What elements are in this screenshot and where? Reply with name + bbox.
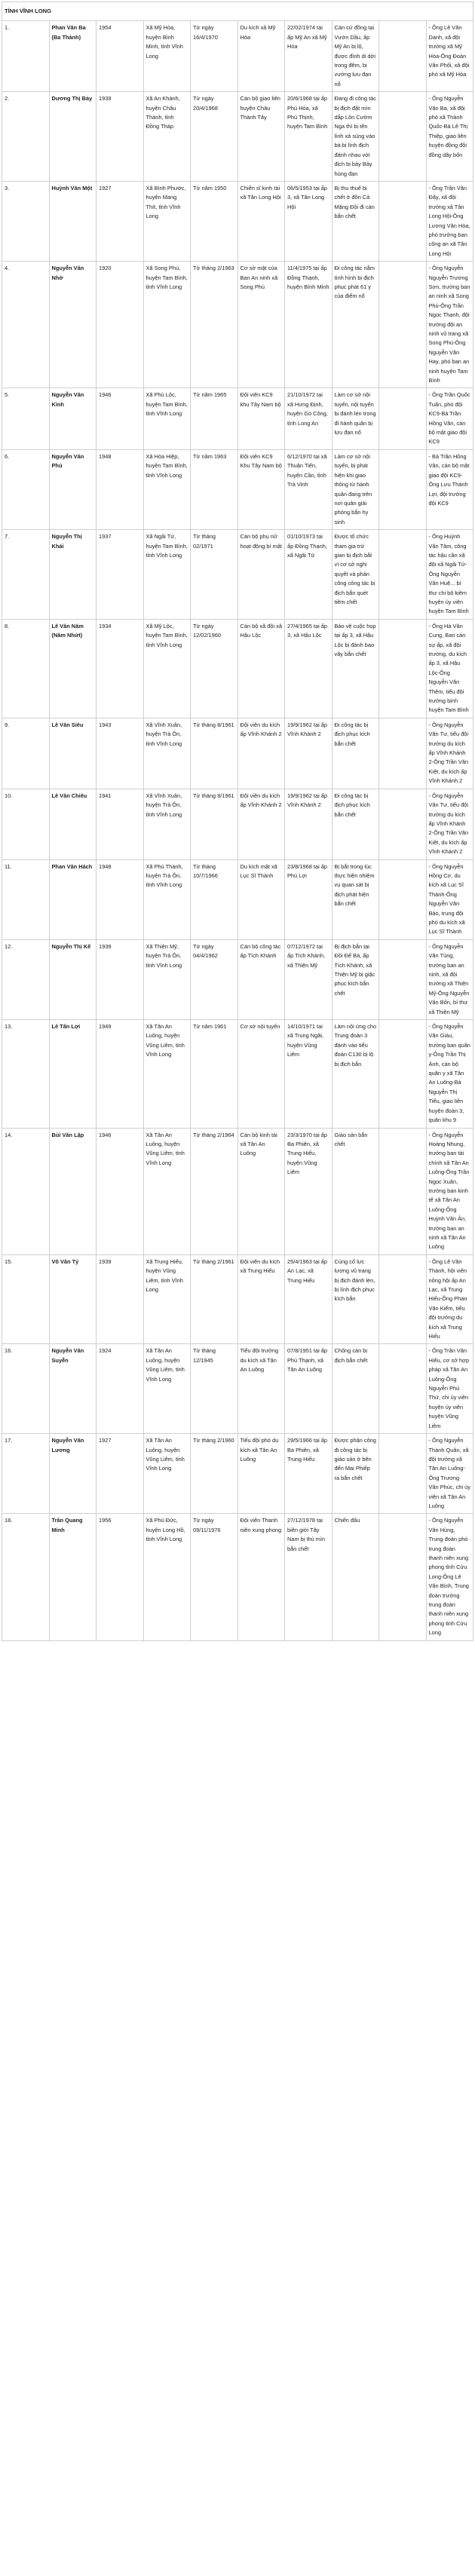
birth-year-cell: 1954 xyxy=(97,21,144,92)
joined-date-cell: Từ ngày 20/4/1968 xyxy=(191,92,238,182)
table-row xyxy=(2,21,473,92)
hometown-cell: Xã Bình Phước, huyện Mang Thít, tỉnh Vĩnh Long xyxy=(143,181,191,261)
witnesses-cell: - Ông Nguyễn Văn Giáu, trưởng ban quân y-Ông Trần Thị Ánh, cán bộ quân y xã Tân An Luông-Bà Nguyễn Thị Tiểu, giao liên huyện đoàn 3, quân khu 9 xyxy=(426,1020,473,1128)
sacrifice-date-place-cell: 22/02/1974 tại ấp Mỹ An xã Mỹ Hòa xyxy=(285,21,332,92)
table-row xyxy=(2,449,473,529)
martyr-name-cell: Lê Văn Chiêu xyxy=(49,789,97,859)
row-number-cell: 18. xyxy=(2,1514,50,1640)
martyr-name-cell: Phan Văn Ba (Ba Thành) xyxy=(49,21,97,92)
sacrifice-date-place-cell: 20/6/1968 tại ấp Phú Hòa, xã Phú Thịnh, huyện Tam Bình xyxy=(285,92,332,182)
burial-info-cell xyxy=(379,1020,427,1128)
sacrifice-date-place-cell: 11/4/1975 tại ấp Đồng Thạnh, huyện Bình Minh xyxy=(285,262,332,388)
circumstances-cell: Giáo sản bắn chết xyxy=(332,1128,379,1254)
hometown-cell: Xã Phú Đức, huyện Long Hồ, tỉnh Vĩnh Long xyxy=(143,1514,191,1640)
martyr-name-cell: Nguyễn Văn Lương xyxy=(49,1434,97,1514)
row-number-cell: 6. xyxy=(2,449,50,529)
joined-date-cell: Từ tháng 8/1961 xyxy=(191,718,238,789)
burial-info-cell xyxy=(379,789,427,859)
table-row xyxy=(2,181,473,261)
hometown-cell: Xã Mỹ Hòa, huyện Bình Minh, tỉnh Vĩnh Long xyxy=(143,21,191,92)
circumstances-cell: Củng cố lực lượng vũ trang bị địch đánh lén, bị lính địch phục kích bắn xyxy=(332,1254,379,1344)
joined-date-cell: Từ tháng 10/7/1966 xyxy=(191,859,238,939)
witnesses-cell: - Ông Trần Quốc Tuấn, phó đội KC9-Bà Trần Hồng Vân, cán bộ mật giao đội KC9 xyxy=(426,388,473,449)
burial-info-cell xyxy=(379,1254,427,1344)
birth-year-cell: 1927 xyxy=(97,181,144,261)
sacrifice-date-place-cell: 19/9/1962 tại ấp Vĩnh Khánh 2 xyxy=(285,718,332,789)
burial-info-cell xyxy=(379,388,427,449)
martyr-name-cell: Nguyễn Văn Phú xyxy=(49,449,97,529)
hometown-cell: Xã Tân An Luông, huyện Vũng Liêm, tỉnh Vĩnh Long xyxy=(143,1344,191,1434)
table-row xyxy=(2,92,473,182)
row-number-cell: 5. xyxy=(2,388,50,449)
unit-position-cell: Cán bộ kinh tài xã Tân An Luông xyxy=(238,1128,285,1254)
sacrifice-date-place-cell: 23/3/1970 tại ấp Ba Phiên, xã Trung Hiếu, huyện Vũng Liêm xyxy=(285,1128,332,1254)
unit-position-cell: Đội viên du kích xã Trung Hiếu xyxy=(238,1254,285,1344)
joined-date-cell: Từ tháng 2/1963 xyxy=(191,262,238,388)
row-number-cell: 17. xyxy=(2,1434,50,1514)
hometown-cell: Xã Song Phú, huyện Tam Bình, tỉnh Vĩnh Long xyxy=(143,262,191,388)
sacrifice-date-place-cell: 6/12/1970 tại xã Thuận Tiến, huyện Cần, tỉnh Trà Vinh xyxy=(285,449,332,529)
hometown-cell: Xã Thiện Mỹ, huyện Trà Ôn, tỉnh Vĩnh Long xyxy=(143,939,191,1019)
hometown-cell: Xã Trung Hiếu, huyện Vũng Liêm, tỉnh Vĩnh Long xyxy=(143,1254,191,1344)
unit-position-cell: Cơ sở mật của Ban An ninh xã Song Phú xyxy=(238,262,285,388)
table-row xyxy=(2,1128,473,1254)
table-row xyxy=(2,1434,473,1514)
witnesses-cell: - Ông Trần Văn Hiếu, cơ sở hợp pháp xã Tân An Luông-Ông Nguyễn Phú Thứ, chi ủy viên huyện ủy viên huyện Vũng Liêm xyxy=(426,1344,473,1434)
burial-info-cell xyxy=(379,262,427,388)
row-number-cell: 4. xyxy=(2,262,50,388)
sacrifice-date-place-cell: 23/8/1968 tại ấp Phú Lợi xyxy=(285,859,332,939)
witnesses-cell: - Bà Trần Hồng Vân, cán bộ mật giao đội KC9-Ông Lưu Thành Lợi, đội trưởng đội KC9 xyxy=(426,449,473,529)
unit-position-cell: Đội viên du kích ấp Vĩnh Khánh 2 xyxy=(238,718,285,789)
martyr-name-cell: Lê Văn Siêu xyxy=(49,718,97,789)
birth-year-cell: 1934 xyxy=(97,619,144,718)
table-row xyxy=(2,789,473,859)
table-row xyxy=(2,1254,473,1344)
unit-position-cell: Cán bộ giao liên huyện Châu Thành Tây xyxy=(238,92,285,182)
circumstances-cell: Đang đi công tác bị địch đặt mìn dắp Lôn Cườm Nga thì bị tên lính xả súng vào bà bị lính địch đánh nhau với địch bị bảy Bảy hùng đạn xyxy=(332,92,379,182)
witnesses-cell: - Ông Lê Văn Thành, hội viên nông hội ấp An Lạc, xã Trung Hiếu-Ông Phan Văn Kiểm, tiểu đội trưởng du kích xã Trung Hiếu xyxy=(426,1254,473,1344)
table-row xyxy=(2,530,473,620)
birth-year-cell: 1939 xyxy=(97,939,144,1019)
joined-date-cell: Từ tháng 2/1961 xyxy=(191,1254,238,1344)
martyr-name-cell: Nguyễn Thị Kế xyxy=(49,939,97,1019)
circumstances-cell: Cán cứ đồng tại Vườn Dầu, ấp Mỹ An bị lộ, được đình di dời trong đêm, bị vướng lựu đạn nổ xyxy=(332,21,379,92)
martyr-name-cell: Bùi Văn Lập xyxy=(49,1128,97,1254)
row-number-cell: 14. xyxy=(2,1128,50,1254)
circumstances-cell: Bảo vệ cuộc họp tại ấp 3, xã Hậu Lộc bị đánh bao vây bắn chết xyxy=(332,619,379,718)
burial-info-cell xyxy=(379,859,427,939)
circumstances-cell: Bị địch bắn tại Đồi Đế Bà, ấp Tích Khánh, xã Thiện Mỹ bị giặc phục kích bắn chết xyxy=(332,939,379,1019)
birth-year-cell: 1941 xyxy=(97,789,144,859)
birth-year-cell: 1939 xyxy=(97,92,144,182)
birth-year-cell: 1948 xyxy=(97,859,144,939)
row-number-cell: 13. xyxy=(2,1020,50,1128)
birth-year-cell: 1927 xyxy=(97,1434,144,1514)
witnesses-cell: - Ông Nguyễn Văn Hùng, Trung đoàn phó trung đoàn thanh niên xung phong tỉnh Cửu Long-Ông Lê Văn Bình, Trung đoàn trưởng trung đoàn thanh niên xung phong tỉnh Cửu Long xyxy=(426,1514,473,1640)
joined-date-cell: Từ năm 1950 xyxy=(191,181,238,261)
hometown-cell: Xã Ngãi Tứ, huyện Tam Bình, tỉnh Vĩnh Long xyxy=(143,530,191,620)
circumstances-cell: Bị bắt trong lúc thực hiện nhiệm vụ quan sát bị địch phát hiện bắn chết xyxy=(332,859,379,939)
table-row xyxy=(2,1020,473,1128)
witnesses-cell: - Ông Trần Văn Đẩy, xã đội trưởng xã Tân Long Hội-Ông Lương Văn Hòa, phó trưởng ban công an xã Tân Long Hội xyxy=(426,181,473,261)
witnesses-cell: - Ông Hà Văn Cung, Ban cán sự ấp, xã đội trưởng, du kích ấp 3, xã Hậu Lộc-Ông Nguyễn Văn Thêm, tiểu đội trưởng binh huyện Tam Bình xyxy=(426,619,473,718)
hometown-cell: Xã Tân An Luông, huyện Vũng Liêm, tỉnh Vĩnh Long xyxy=(143,1128,191,1254)
hometown-cell: Xã Phú Thành, huyện Trà Ôn, tỉnh Vĩnh Long xyxy=(143,859,191,939)
burial-info-cell xyxy=(379,718,427,789)
joined-date-cell: Từ năm 1961 xyxy=(191,1020,238,1128)
birth-year-cell: 1937 xyxy=(97,530,144,620)
circumstances-cell: Chống càn bị địch bắn chết xyxy=(332,1344,379,1434)
hometown-cell: Xã An Khánh, huyện Châu Thành, tỉnh Đồng Tháp xyxy=(143,92,191,182)
sacrifice-date-place-cell: 25/4/1963 tại ấp An Lạc, xã Trung Hiếu xyxy=(285,1254,332,1344)
circumstances-cell: Làm nội ứng cho Trung đoàn 3 đánh vào tiểu đoàn C130 bị lộ bị địch bắn xyxy=(332,1020,379,1128)
birth-year-cell: 1946 xyxy=(97,388,144,449)
birth-year-cell: 1939 xyxy=(97,1254,144,1344)
unit-position-cell: Cán bộ công tác ấp Tích Khánh xyxy=(238,939,285,1019)
martyr-name-cell: Nguyễn Văn Kình xyxy=(49,388,97,449)
hometown-cell: Xã Vĩnh Xuân, huyện Trà Ôn, tỉnh Vĩnh Long xyxy=(143,718,191,789)
joined-date-cell: Từ tháng 2/1964 xyxy=(191,1128,238,1254)
unit-position-cell: Cán bộ phụ nữ hoạt động bí mật xyxy=(238,530,285,620)
row-number-cell: 15. xyxy=(2,1254,50,1344)
joined-date-cell: Từ ngày 04/4/1962 xyxy=(191,939,238,1019)
hometown-cell: Xã Hòa Hiệp, huyện Tam Bình, tỉnh Vĩnh Long xyxy=(143,449,191,529)
row-number-cell: 12. xyxy=(2,939,50,1019)
witnesses-cell: - Ông Nguyễn Hoàng Nhung, trưởng ban tài chính xã Tân An Luông-Ông Trần Ngọc Xuân, trưởng ban kinh tế xã Tân An Luông-Ông Huỳnh Văn Ân, trưởng ban an ninh xã Tân An Luông xyxy=(426,1128,473,1254)
joined-date-cell: Từ tháng 02/1971 xyxy=(191,530,238,620)
joined-date-cell: Từ ngày 16/4/1970 xyxy=(191,21,238,92)
martyr-name-cell: Phan Văn Hách xyxy=(49,859,97,939)
province-heading: TỈNH VĨNH LONG xyxy=(2,2,473,21)
row-number-cell: 8. xyxy=(2,619,50,718)
burial-info-cell xyxy=(379,92,427,182)
sacrifice-date-place-cell: 07/12/1972 tại ấp Tích Khánh, xã Thiện Mỹ xyxy=(285,939,332,1019)
burial-info-cell xyxy=(379,939,427,1019)
joined-date-cell: Từ ngày 12/02/1960 xyxy=(191,619,238,718)
table-row xyxy=(2,388,473,449)
sacrifice-date-place-cell: 27/4/1965 tại ấp 3, xã Hậu Lộc xyxy=(285,619,332,718)
row-number-cell: 16. xyxy=(2,1344,50,1434)
province-heading-row xyxy=(2,2,473,21)
birth-year-cell: 1949 xyxy=(97,1020,144,1128)
birth-year-cell: 1956 xyxy=(97,1514,144,1640)
martyr-name-cell: Lê Văn Năm (Năm Nhứt) xyxy=(49,619,97,718)
burial-info-cell xyxy=(379,619,427,718)
joined-date-cell: Từ năm 1963 xyxy=(191,449,238,529)
witnesses-cell: - Ông Nguyễn Văn Tư, tiểu đội trưởng du kích ấp Vĩnh Khánh 2-Ông Trần Văn Kiệt, du kích ấp Vĩnh Khánh 2 xyxy=(426,718,473,789)
sacrifice-date-place-cell: 14/10/1971 tại xã Trung Ngãi, huyện Vũng Liêm xyxy=(285,1020,332,1128)
unit-position-cell: Đội viên KC9 khu Tây Nam bộ xyxy=(238,388,285,449)
burial-info-cell xyxy=(379,1344,427,1434)
sacrifice-date-place-cell: 27/12/1978 tại biên giới Tây Nam bị thù mìn bắn chết xyxy=(285,1514,332,1640)
hometown-cell: Xã Phú Lộc, huyện Tam Bình, tỉnh Vĩnh Long xyxy=(143,388,191,449)
table-row xyxy=(2,619,473,718)
circumstances-cell: Làm cơ sở nội tuyến, bị phát hiện khi giao thông từ hành quân đang trên nơi quân giải phóng bắn hy sinh xyxy=(332,449,379,529)
witnesses-cell: - Ông Nguyễn Nguyễn Trương Sơn, trưởng ban an ninh xã Song Phú-Ông Trần Ngọc Thạnh, đội trưởng đội an ninh vũ trang xã Song Phú-Ông Nguyễn Văn Hay, phó ban an ninh huyện Tam Bình xyxy=(426,262,473,388)
witnesses-cell: - Ông Nguyễn Thành Quân, xã đội trưởng xã Tân An Luông-Ông Trương Văn Phúc, chi ủy viên xã Tân An Luông xyxy=(426,1434,473,1514)
martyr-table xyxy=(2,2,473,1641)
sacrifice-date-place-cell: 19/9/1962 tại ấp Vĩnh Khánh 2 xyxy=(285,789,332,859)
circumstances-cell: Làm cơ sở nội tuyến, nội tuyến bị đánh lén trong đi hành quân bị lựu đạn nổ xyxy=(332,388,379,449)
row-number-cell: 9. xyxy=(2,718,50,789)
burial-info-cell xyxy=(379,1128,427,1254)
row-number-cell: 1. xyxy=(2,21,50,92)
martyr-name-cell: Dương Thị Bảy xyxy=(49,92,97,182)
witnesses-cell: - Ông Lê Văn Danh, xã đội trưởng xã Mỹ Hòa-Ông Đoàn Văn Phối, xã đội phó xã Mỹ Hòa xyxy=(426,21,473,92)
row-number-cell: 11. xyxy=(2,859,50,939)
circumstances-cell: Đi công tác bị địch phục kích bắn chết xyxy=(332,718,379,789)
unit-position-cell: Cán bộ xã đội xã Hậu Lộc xyxy=(238,619,285,718)
burial-info-cell xyxy=(379,1514,427,1640)
unit-position-cell: Tiểu đội trưởng du kích xã Tân An Luông xyxy=(238,1344,285,1434)
hometown-cell: Xã Tân An Luông, huyện Vũng Liêm, tỉnh Vĩnh Long xyxy=(143,1434,191,1514)
circumstances-cell: Đi công tác bị địch phục kích bắn chết xyxy=(332,789,379,859)
martyr-name-cell: Trần Quang Minh xyxy=(49,1514,97,1640)
circumstances-cell: Đi công tác nắm tình hình bị địch phục phát 61 y của điểm nổ xyxy=(332,262,379,388)
joined-date-cell: Từ ngày 09/11/1976 xyxy=(191,1514,238,1640)
witnesses-cell: - Ông Nguyễn Văn Tùng, trưởng ban an ninh, xã đội trưởng xã Thiện Mỹ-Ông Nguyễn Văn Bốn, bí thư xã Thiện Mỹ xyxy=(426,939,473,1019)
burial-info-cell xyxy=(379,1434,427,1514)
martyr-name-cell: Lê Tấn Lợi xyxy=(49,1020,97,1128)
birth-year-cell: 1924 xyxy=(97,1344,144,1434)
table-row xyxy=(2,262,473,388)
table-row xyxy=(2,1514,473,1640)
martyr-name-cell: Nguyễn Thị Khái xyxy=(49,530,97,620)
row-number-cell: 10. xyxy=(2,789,50,859)
martyr-name-cell: Nguyễn Văn Suyễn xyxy=(49,1344,97,1434)
joined-date-cell: Từ năm 1965 xyxy=(191,388,238,449)
circumstances-cell: Bị thu thuế bị chết ở đồn Cả Mặng Đội đi cán bắn chết xyxy=(332,181,379,261)
hometown-cell: Xã Vĩnh Xuân, huyện Trà Ôn, tỉnh Vĩnh Long xyxy=(143,789,191,859)
sacrifice-date-place-cell: 01/10/1973 tại ấp Đồng Thạnh, xã Ngãi Tứ xyxy=(285,530,332,620)
joined-date-cell: Từ tháng 12/1945 xyxy=(191,1344,238,1434)
witnesses-cell: - Ông Nguyễn Văn Ba, xã đội phó xã Thành Quốc-Bà Lê Thị Thiệp, giao liên huyện đồng đội đồng dây bốn xyxy=(426,92,473,182)
joined-date-cell: Từ tháng 8/1961 xyxy=(191,789,238,859)
circumstances-cell: Được phân công đi công tác bị giáo sản ở bên đến Mai Phiếp ra bắn chết xyxy=(332,1434,379,1514)
unit-position-cell: Đội viên du kích ấp Vĩnh Khánh 2 xyxy=(238,789,285,859)
unit-position-cell: Du kích xã Mỹ Hòa xyxy=(238,21,285,92)
sacrifice-date-place-cell: 06/5/1953 tại ấp 3, xã Tân Long Hội xyxy=(285,181,332,261)
table-row xyxy=(2,939,473,1019)
unit-position-cell: Cơ sở nội tuyến xyxy=(238,1020,285,1128)
table-row xyxy=(2,718,473,789)
burial-info-cell xyxy=(379,181,427,261)
unit-position-cell: Đội viên Thanh niên xung phong xyxy=(238,1514,285,1640)
table-row xyxy=(2,1344,473,1434)
hometown-cell: Xã Tân An Luông, huyện Vũng Liêm, tỉnh Vĩnh Long xyxy=(143,1020,191,1128)
witnesses-cell: - Ông Nguyễn Văn Tư, tiểu đội trưởng du kích ấp Vĩnh Khánh 2-Ông Trần Văn Kiệt, du kích ấp Vĩnh Khánh 2 xyxy=(426,789,473,859)
burial-info-cell xyxy=(379,530,427,620)
burial-info-cell xyxy=(379,21,427,92)
unit-position-cell: Du kích mật xã Lục Sĩ Thành xyxy=(238,859,285,939)
circumstances-cell: Được tổ chức tham gia trừ gian bị địch bắt vì cơ sở nghi quyết và phản công công tác bị địch bắn quét tiêm chết xyxy=(332,530,379,620)
martyr-name-cell: Huỳnh Văn Một xyxy=(49,181,97,261)
witnesses-cell: - Ông Nguyễn Hồng Cơ, du kích xã Lục Sĩ Thành-Ông Nguyễn Văn Bảo, trung đội phó du kích xã Lục Sĩ Thành xyxy=(426,859,473,939)
table-row xyxy=(2,859,473,939)
circumstances-cell: Chiến đấu xyxy=(332,1514,379,1640)
unit-position-cell: Đội viên KC9 Khu Tây Nam bộ xyxy=(238,449,285,529)
burial-info-cell xyxy=(379,449,427,529)
birth-year-cell: 1946 xyxy=(97,1128,144,1254)
martyr-name-cell: Nguyễn Văn Nhờ xyxy=(49,262,97,388)
row-number-cell: 7. xyxy=(2,530,50,620)
witnesses-cell: - Ông Huỳnh Văn Tâm, công tác hậu cần xã đội xã Ngãi Tứ-Ông Nguyễn Văn Huệ... bí thư chi bộ kiêm huyện ủy viên huyện Tam Bình xyxy=(426,530,473,620)
birth-year-cell: 1943 xyxy=(97,718,144,789)
row-number-cell: 2. xyxy=(2,92,50,182)
unit-position-cell: Tiểu đội phó du kích xã Tân An Luông xyxy=(238,1434,285,1514)
row-number-cell: 3. xyxy=(2,181,50,261)
birth-year-cell: 1948 xyxy=(97,449,144,529)
joined-date-cell: Từ tháng 2/1960 xyxy=(191,1434,238,1514)
sacrifice-date-place-cell: 29/5/1966 tại ấp Ba Phiên, xã Trung Hiếu xyxy=(285,1434,332,1514)
sacrifice-date-place-cell: 21/10/1972 tại xã Hưng Định, huyện Gò Công, tỉnh Long An xyxy=(285,388,332,449)
unit-position-cell: Chiến sĩ kinh tài xã Tân Long Hội xyxy=(238,181,285,261)
birth-year-cell: 1920 xyxy=(97,262,144,388)
hometown-cell: Xã Mỹ Lộc, huyện Tam Bình, tỉnh Vĩnh Long xyxy=(143,619,191,718)
sacrifice-date-place-cell: 07/8/1951 tại ấp Phú Thạnh, xã Tân An Luông xyxy=(285,1344,332,1434)
martyr-name-cell: Võ Văn Tỷ xyxy=(49,1254,97,1344)
